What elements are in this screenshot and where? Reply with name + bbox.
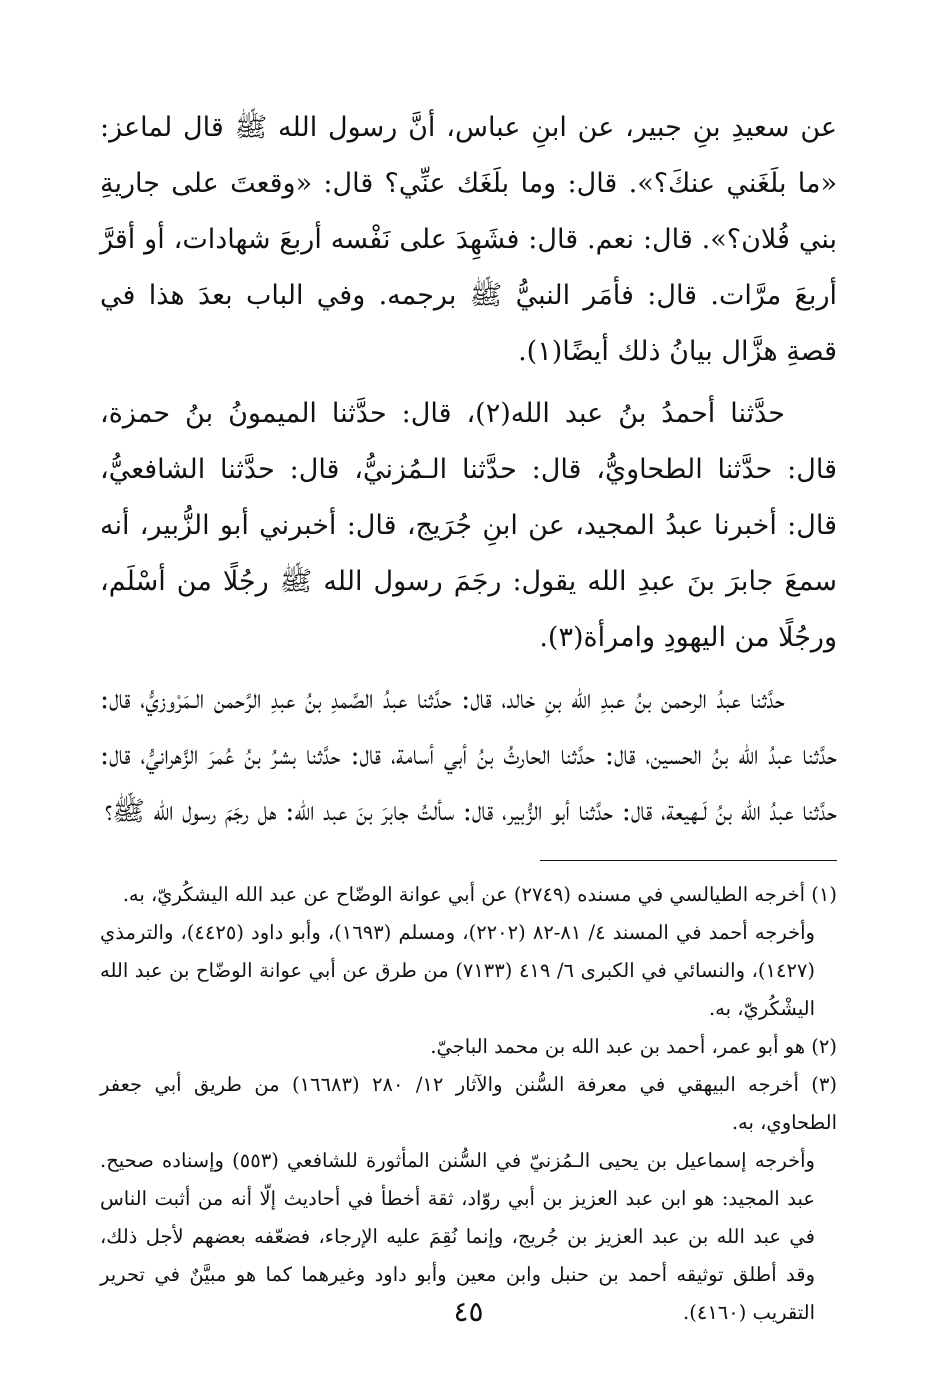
page-content <box>100 100 837 1332</box>
separator-line <box>540 860 837 861</box>
footnote-3-continuation: وأخرجه إسماعيل بن يحيى الـمُزنيّ في السُّنن المأثورة للشافعي (٥٥٣) وإسناده صحيح. عبد المجيد: هو ابن عبد العزيز بن أبي روّاد، ثقة أخطأ في أحاديث إلّا أنه من أثبت الناس في عبد الله بن عبد العزيز بن جُريج، وإنما نُقِمَ عليه الإرجاء، فضعّفه بعضهم لأجل ذلك، وقد أطلق توثيقه أحمد بن حنبل وابن معين وأبو داود وغيرهما كما هو مبيَّنٌ في تحرير التقريب (٤١٦٠). <box>100 1149 815 1324</box>
footnotes <box>100 876 837 1332</box>
footnote-1-continuation: وأخرجه أحمد في المسند ٤/ ٨١-٨٢ (٢٢٠٢)، ومسلم (١٦٩٣)، وأبو داود (٤٤٢٥)، والترمذي (١٤٢٧)، والنسائي في الكبرى ٦/ ٤١٩ (٧١٣٣) من طرق عن أبي عوانة الوضّاح بن عبد الله اليشْكُريّ، به. <box>100 921 816 1020</box>
page-number: ٤٥ <box>453 1295 484 1328</box>
footnote-separator <box>100 846 837 876</box>
paragraph-3: حدَّثنا عبدُ الرحمن بنُ عبدِ الله بنِ خالد، قال: حدَّثنا عبدُ الصَّمدِ بنُ عبدِ الرَّحمن الـمَرْوزيُّ، قال: حدَّثنا عبدُ الله بنُ الحسين، قال: حدَّثنا الحارثُ بنُ أبي أسامة، قال: حدَّثنا بشرُ بنُ عُمرَ الزَّهرانيُّ، قال: حدَّثنا عبدُ الله بنُ لَـهيعة، قال: حدَّثنا أبو الزُّبير، قال: سألتُ جابرَ بنَ عبد الله: هل رجَمَ رسول الله ﷺ؟ <box>100 684 837 827</box>
paragraph-2: حدَّثنا أحمدُ بنُ عبد الله(٢)، قال: حدَّثنا الميمونُ بنُ حمزة، قال: حدَّثنا الطحاويُّ، قال: حدَّثنا الـمُزنيُّ، قال: حدَّثنا الشافعيُّ، قال: أخبرنا عبدُ المجيد، عن ابنِ جُرَيج، قال: أخبرني أبو الزُّبير، أنه سمعَ جابرَ بنَ عبدِ الله يقول: رجَمَ رسول الله ﷺ رجُلًا من أسْلَم، ورجُلًا من اليهودِ وامرأة(٣). <box>100 398 837 653</box>
footnote-2: (٢) هو أبو عمر، أحمد بن عبد الله بن محمد الباجيّ. <box>430 1035 837 1058</box>
footnote-1: (١) أخرجه الطيالسي في مسنده (٢٧٤٩) عن أبي عوانة الوضّاح عن عبد الله اليشكُريّ، به. <box>122 883 837 906</box>
footnote-3: (٣) أخرجه البيهقي في معرفة السُّنن والآثار ١٢/ ٢٨٠ (١٦٦٨٣) من طريق أبي جعفر الطحاوي، به. <box>100 1073 837 1134</box>
main-text <box>100 100 837 840</box>
paragraph-1: عن سعيدِ بنِ جبير، عن ابنِ عباس، أنَّ رسول الله ﷺ قال لماعز: «ما بلَغَني عنكَ؟». قال: وما بلَغَك عنِّي؟ قال: «وقعتَ على جاريةِ بني فُلان؟». قال: نعم. قال: فشَهِدَ على نَفْسه أربعَ شهادات، أو أقرَّ أربعَ مرَّات. قال: فأمَر النبيُّ ﷺ برجمه. وفي الباب بعدَ هذا في قصةِ هزَّال بيانُ ذلك أيضًا(١). <box>100 112 837 367</box>
